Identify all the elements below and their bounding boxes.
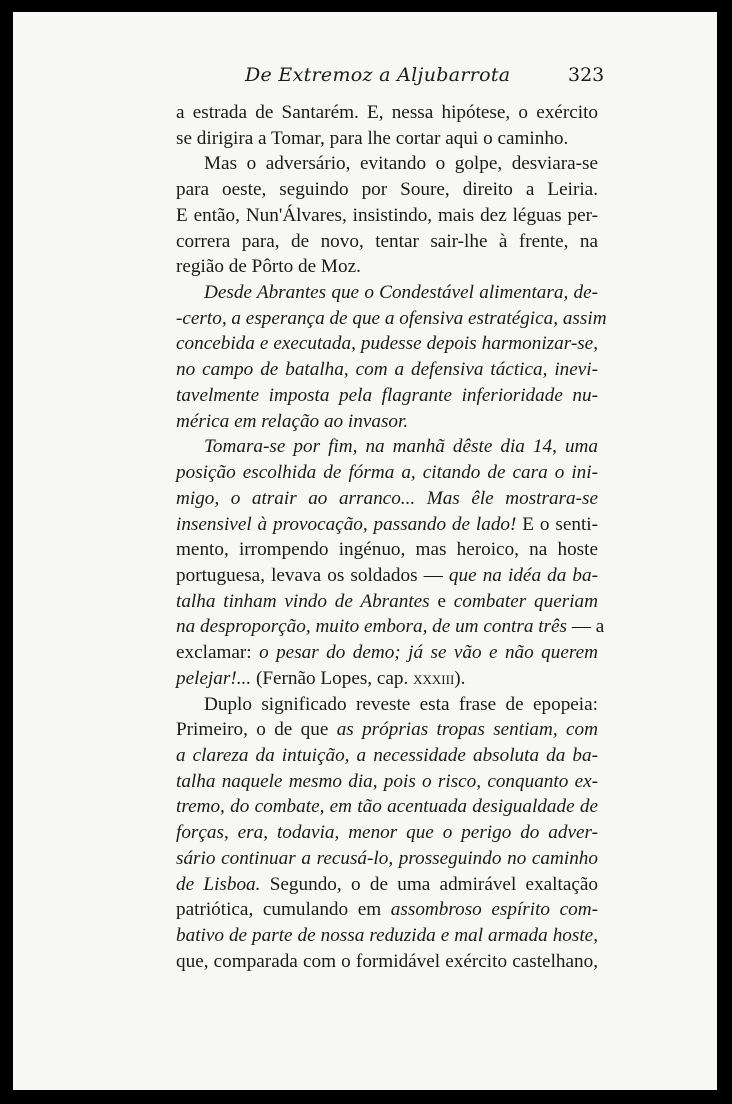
text-segment: (Fernão Lopes, cap. xyxy=(251,667,414,689)
text-line xyxy=(176,743,598,769)
text-line xyxy=(176,434,598,460)
italic-text-segment: de Lisboa. xyxy=(176,873,261,895)
text-segment: ). xyxy=(454,667,466,689)
italic-text-segment: Tomara-se por fim, na manhã dêste dia 14, uma xyxy=(204,436,598,458)
italic-text-segment: sário continuar a recusá-lo, prosseguindo no caminho xyxy=(176,847,598,869)
italic-text-segment: combater queriam xyxy=(453,590,598,612)
italic-text-segment: talha tinham vindo de Abrantes xyxy=(176,590,430,612)
text-line xyxy=(176,872,598,898)
text-line xyxy=(176,306,607,332)
italic-text-segment: no campo de batalha, com a defensiva táctica, inevi- xyxy=(176,359,598,381)
text-line xyxy=(176,923,598,949)
text-segment: — a xyxy=(567,616,605,638)
italic-text-segment: Desde Abrantes que o Condestável alimentara, de- xyxy=(204,282,598,304)
italic-text-segment: que na idéa da ba- xyxy=(448,564,598,586)
italic-text-segment: insensivel à provocação, passando de lado! xyxy=(176,513,517,535)
italic-text-segment: concebida e executada, pudesse depois harmonizar-se, xyxy=(176,333,598,355)
text-line xyxy=(176,666,598,692)
italic-text-segment: mérica em relação ao invasor. xyxy=(176,410,409,432)
italic-text-segment: -certo, a esperança de que a ofensiva estratégica, assim xyxy=(176,307,607,329)
italic-text-segment: migo, o atrair ao arranco... Mas êle mostrara-se xyxy=(176,487,598,509)
text-segment: xxxiii xyxy=(413,667,455,689)
text-line xyxy=(176,846,598,872)
book-page xyxy=(13,12,717,1090)
italic-text-segment: bativo de parte de nossa reduzida e mal armada hoste, xyxy=(176,925,598,946)
text-line xyxy=(176,409,598,435)
text-line xyxy=(176,589,598,615)
italic-text-segment: na desproporção, muito embora, de um contra três xyxy=(176,616,568,638)
text-segment: para oeste, seguindo por Soure, direito a Leiria. xyxy=(176,179,598,201)
text-segment: portuguesa, levava os soldados — xyxy=(176,564,449,586)
italic-text-segment: as próprias tropas sentiam, com xyxy=(336,719,598,741)
text-line xyxy=(176,229,598,255)
text-line xyxy=(176,460,598,486)
text-segment: E então, Nun'Álvares, insistindo, mais dez léguas per- xyxy=(176,204,598,226)
italic-text-segment: a clareza da intuição, a necessidade absoluta da ba- xyxy=(176,744,598,766)
text-segment: Primeiro, o de que xyxy=(176,719,337,741)
text-line xyxy=(176,949,598,975)
italic-text-segment: tavelmente imposta pela flagrante inferioridade nu- xyxy=(176,384,598,406)
text-line xyxy=(176,794,598,820)
running-title: De Extremoz a Aljubarrota xyxy=(245,64,511,86)
text-segment: Segundo, o de uma admirável exaltação xyxy=(260,873,598,895)
text-line xyxy=(176,280,598,306)
text-segment: mento, irrompendo ingénuo, mas heroico, na hoste xyxy=(176,539,598,561)
text-segment: patriótica, cumulando em xyxy=(176,899,391,921)
text-segment: a estrada de Santarém. E, nessa hipótese, o exército xyxy=(176,102,598,123)
text-segment: E o senti- xyxy=(516,513,598,535)
text-segment: se dirigira a Tomar, para lhe cortar aqui o caminho. xyxy=(176,127,569,149)
text-segment: e xyxy=(429,590,454,612)
text-segment: exclamar: xyxy=(176,642,260,664)
text-line xyxy=(176,254,598,280)
text-segment: região de Pôrto de Moz. xyxy=(176,256,361,278)
text-segment: Mas o adversário, evitando o golpe, desviara-se xyxy=(204,153,598,175)
text-line xyxy=(176,203,598,229)
text-line xyxy=(176,897,598,923)
italic-text-segment: talha naquele mesmo dia, pois o risco, conquanto ex- xyxy=(176,770,598,792)
text-line xyxy=(176,383,598,409)
text-line xyxy=(176,640,598,666)
text-segment: que, comparada com o formidável exército castelhano, xyxy=(176,950,598,972)
text-line xyxy=(176,769,598,795)
italic-text-segment: o pesar do demo; já se vão e não querem xyxy=(259,642,598,664)
text-line xyxy=(176,126,598,152)
text-line xyxy=(176,537,598,563)
text-line xyxy=(176,820,598,846)
text-line xyxy=(176,563,598,589)
text-line xyxy=(176,717,598,743)
text-line xyxy=(176,614,605,640)
italic-text-segment: tremo, do combate, em tão acentuada desigualdade de xyxy=(176,796,598,818)
page-number: 323 xyxy=(568,64,605,86)
body-text xyxy=(176,100,607,974)
text-line xyxy=(176,512,598,538)
italic-text-segment: pelejar!... xyxy=(176,667,252,689)
text-line xyxy=(176,692,598,718)
italic-text-segment: assombroso espírito com- xyxy=(390,899,598,921)
text-line xyxy=(176,486,598,512)
text-line xyxy=(176,357,598,383)
text-line xyxy=(176,151,598,177)
text-segment: correra para, de novo, tentar sair-lhe à frente, na xyxy=(176,230,598,252)
italic-text-segment: posição escolhida de fórma a, citando de cara o ini- xyxy=(176,462,598,484)
text-line xyxy=(176,177,598,203)
text-line xyxy=(176,100,598,126)
text-segment: Duplo significado reveste esta frase de epopeia: xyxy=(204,693,598,715)
italic-text-segment: forças, era, todavia, menor que o perigo do adver- xyxy=(176,822,598,844)
text-line xyxy=(176,331,598,357)
page-header xyxy=(13,64,717,94)
